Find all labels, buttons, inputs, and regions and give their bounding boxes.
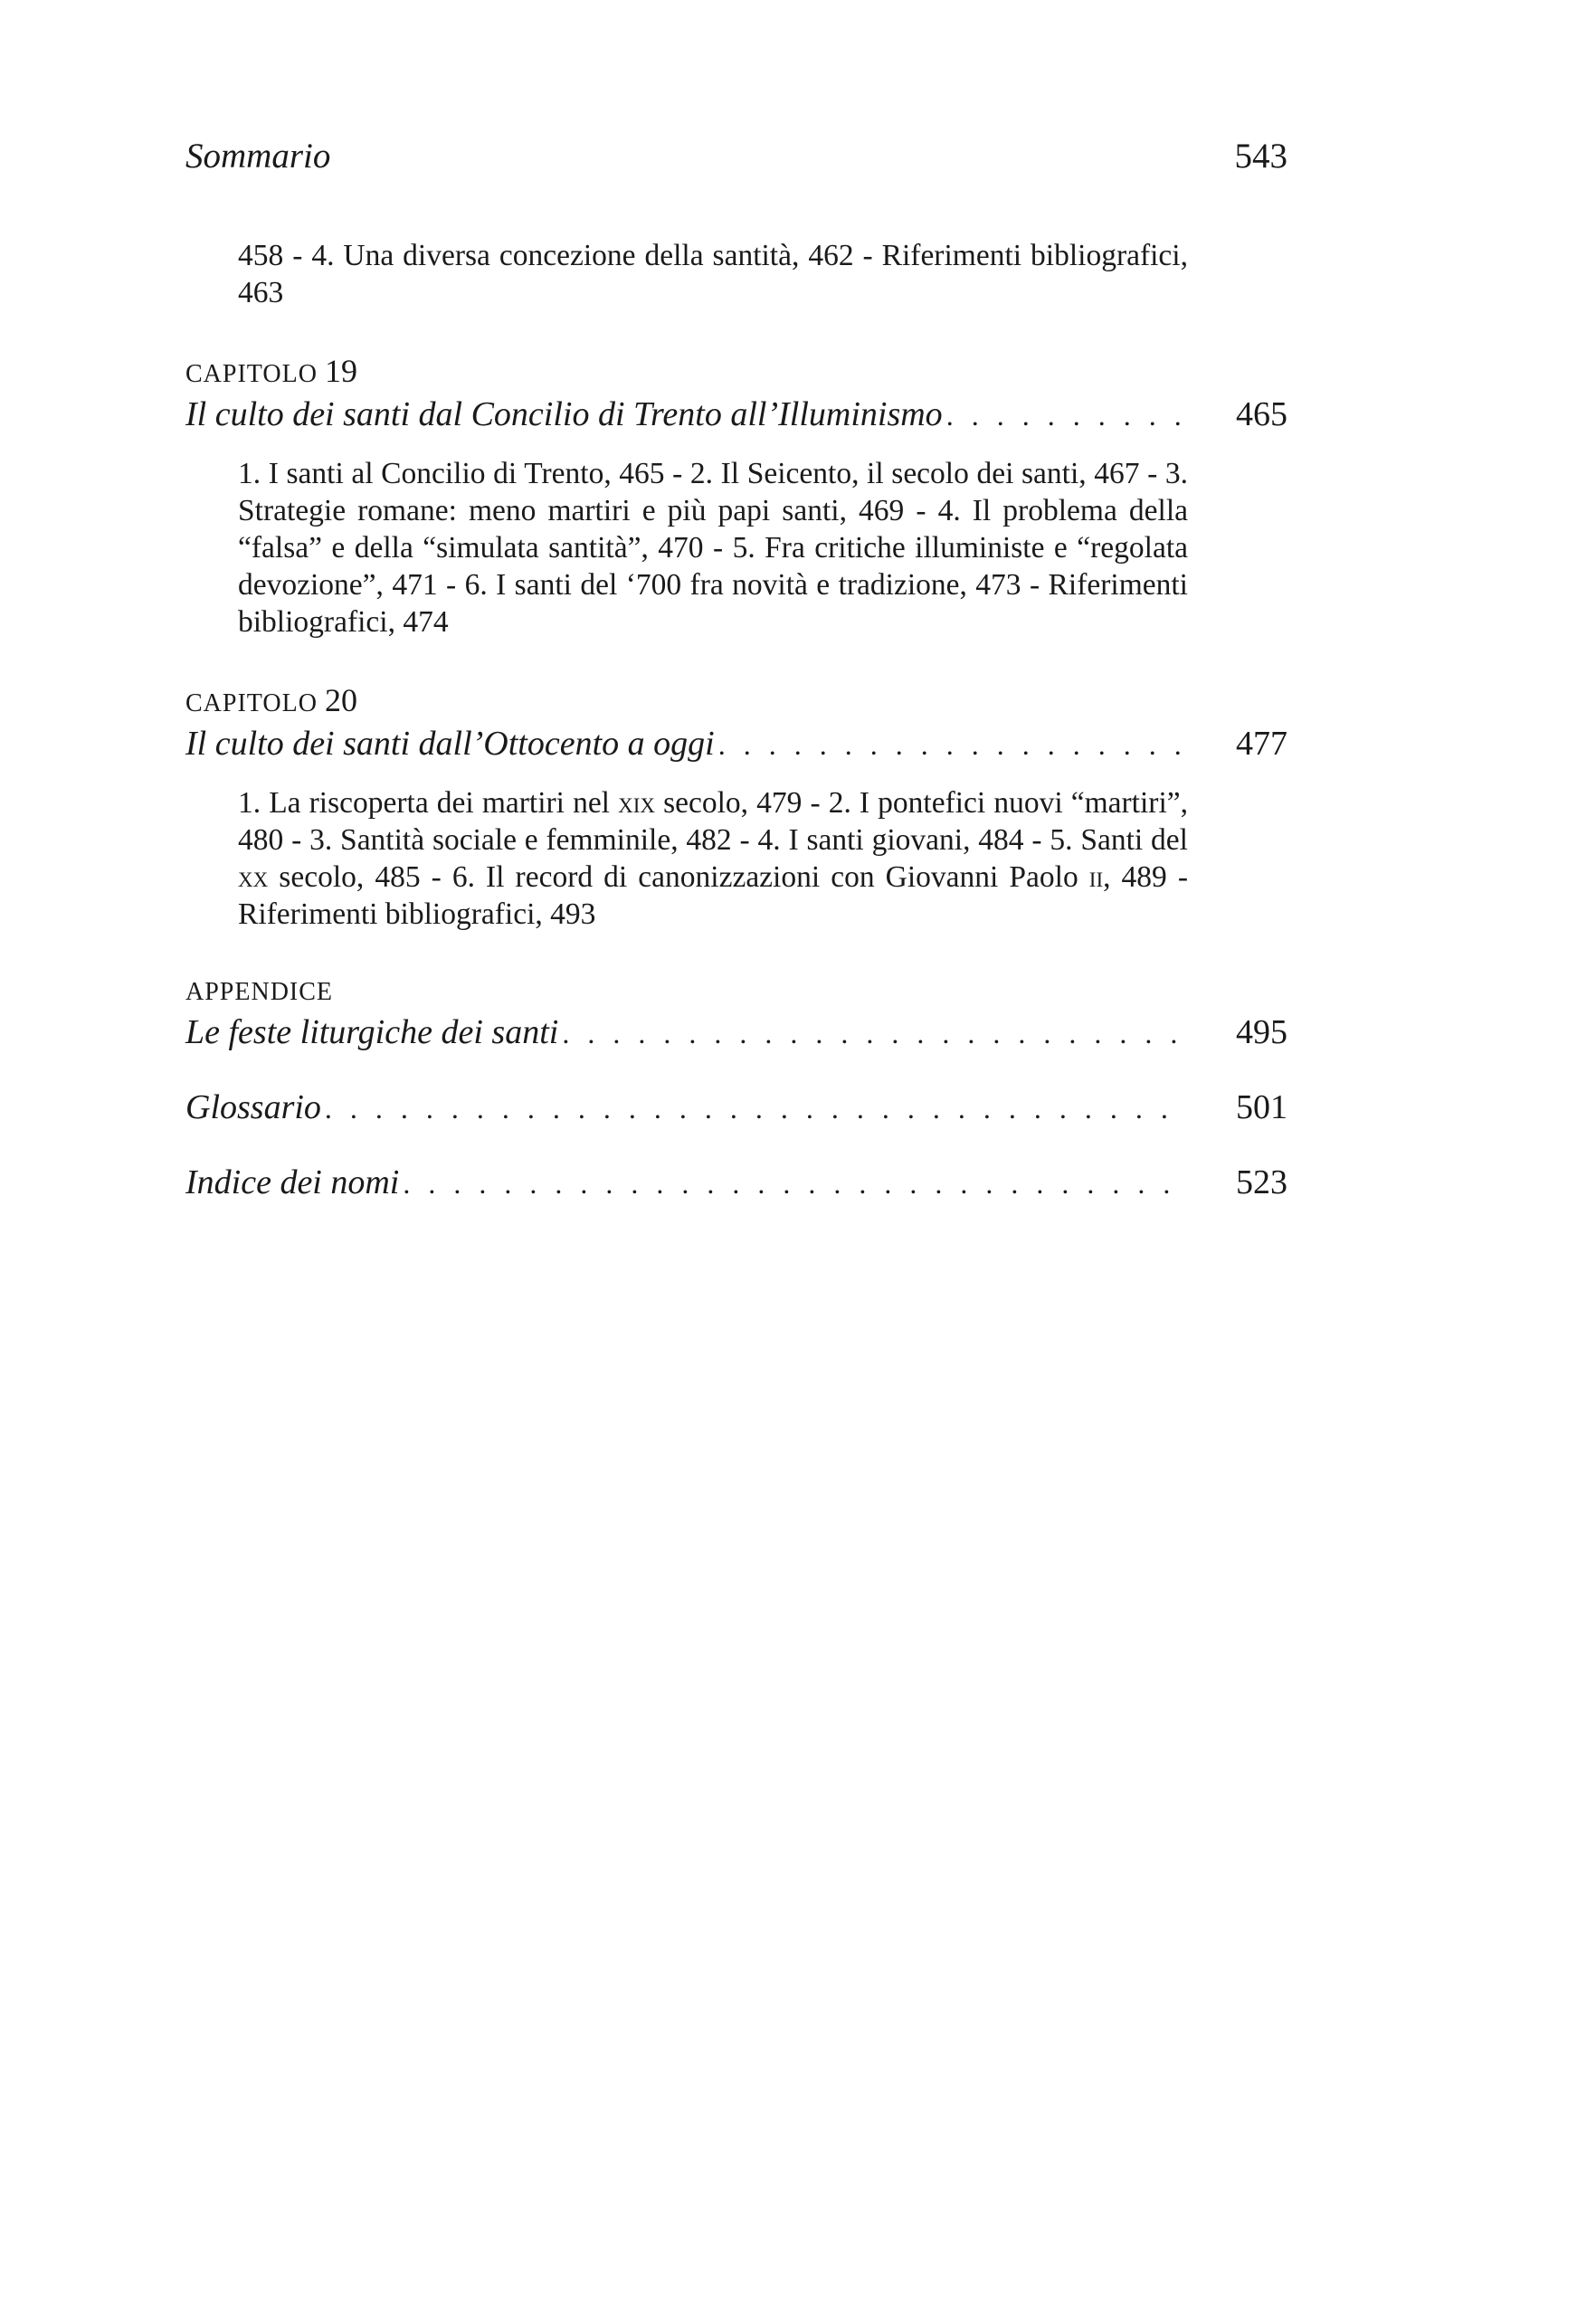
chapter-19 <box>185 353 1287 641</box>
summary-text: , 489 - Riferimenti bibliografici, 493 <box>238 860 1189 931</box>
dot-leader <box>562 1011 1186 1055</box>
appendix <box>185 974 1287 1055</box>
chapter-label <box>185 682 1287 722</box>
appendix-title: Le feste liturgiche dei santi <box>185 1013 559 1051</box>
appendix-label: APPENDICE <box>185 978 334 1006</box>
chapter-title-line[interactable] <box>185 722 1287 766</box>
continuation-summary: 458 - 4. Una diversa concezione della santità, 462 - Riferimenti bibliografici, 463 <box>238 239 1188 309</box>
chapter-label-text: CAPITOLO <box>185 689 318 717</box>
summary-text: secolo, 479 - 2. I pontefici nuovi “martiri”, 480 - 3. Santità sociale e femminile, 482 - 4. I santi giovani, 484 - 5. Santi del <box>238 786 1188 857</box>
summary-text: secolo, 485 - 6. Il record di canonizzazioni con Giovanni Paolo <box>268 860 1089 894</box>
roman-numeral: xix <box>618 786 655 820</box>
chapter-summary <box>238 784 1188 933</box>
dot-leader <box>325 1087 1186 1130</box>
glossary-page: 501 <box>1236 1088 1287 1126</box>
chapter-number: 19 <box>324 353 357 389</box>
chapter-summary: 1. I santi al Concilio di Trento, 465 - 2. Il Seicento, il secolo dei santi, 467 - 3. Strategie romane: meno martiri e più papi santi, 469 - 4. Il problema della “falsa” e della “simulata santità”, 470 - 5. Fra critiche illuministe e “regolata devozione”, 471 - 6. I santi del ‘700 fra novità e tradizione, 473 - Riferimenti bibliografici, 474 <box>238 457 1188 639</box>
summary-text: 1. La riscoperta dei martiri nel <box>238 786 619 820</box>
dot-leader <box>403 1162 1186 1205</box>
chapter-page: 465 <box>1236 395 1287 433</box>
chapter-page: 477 <box>1236 725 1287 763</box>
glossary-title: Glossario <box>185 1088 321 1126</box>
running-head <box>185 136 1287 176</box>
chapter-title-line[interactable] <box>185 393 1287 437</box>
chapter-label <box>185 353 1287 393</box>
chapter-number: 20 <box>324 682 357 718</box>
dot-leader <box>718 723 1186 766</box>
chapter-label-text: CAPITOLO <box>185 360 318 388</box>
chapter-20 <box>185 682 1287 933</box>
table-of-contents <box>185 237 1287 1205</box>
index-line[interactable] <box>185 1161 1287 1205</box>
chapter-title: Il culto dei santi dall’Ottocento a oggi <box>185 725 715 763</box>
glossary-line[interactable] <box>185 1086 1287 1130</box>
chapter-title: Il culto dei santi dal Concilio di Trento all’Illuminismo <box>185 395 943 433</box>
page-number: 543 <box>1234 137 1287 176</box>
appendix-title-line[interactable] <box>185 1011 1287 1055</box>
index-page: 523 <box>1236 1163 1287 1201</box>
roman-numeral: ii <box>1088 860 1104 894</box>
running-head-title: Sommario <box>185 137 331 176</box>
roman-numeral: xx <box>238 860 269 894</box>
appendix-page: 495 <box>1236 1013 1287 1051</box>
index-title: Indice dei nomi <box>185 1163 400 1201</box>
dot-leader <box>946 394 1186 437</box>
